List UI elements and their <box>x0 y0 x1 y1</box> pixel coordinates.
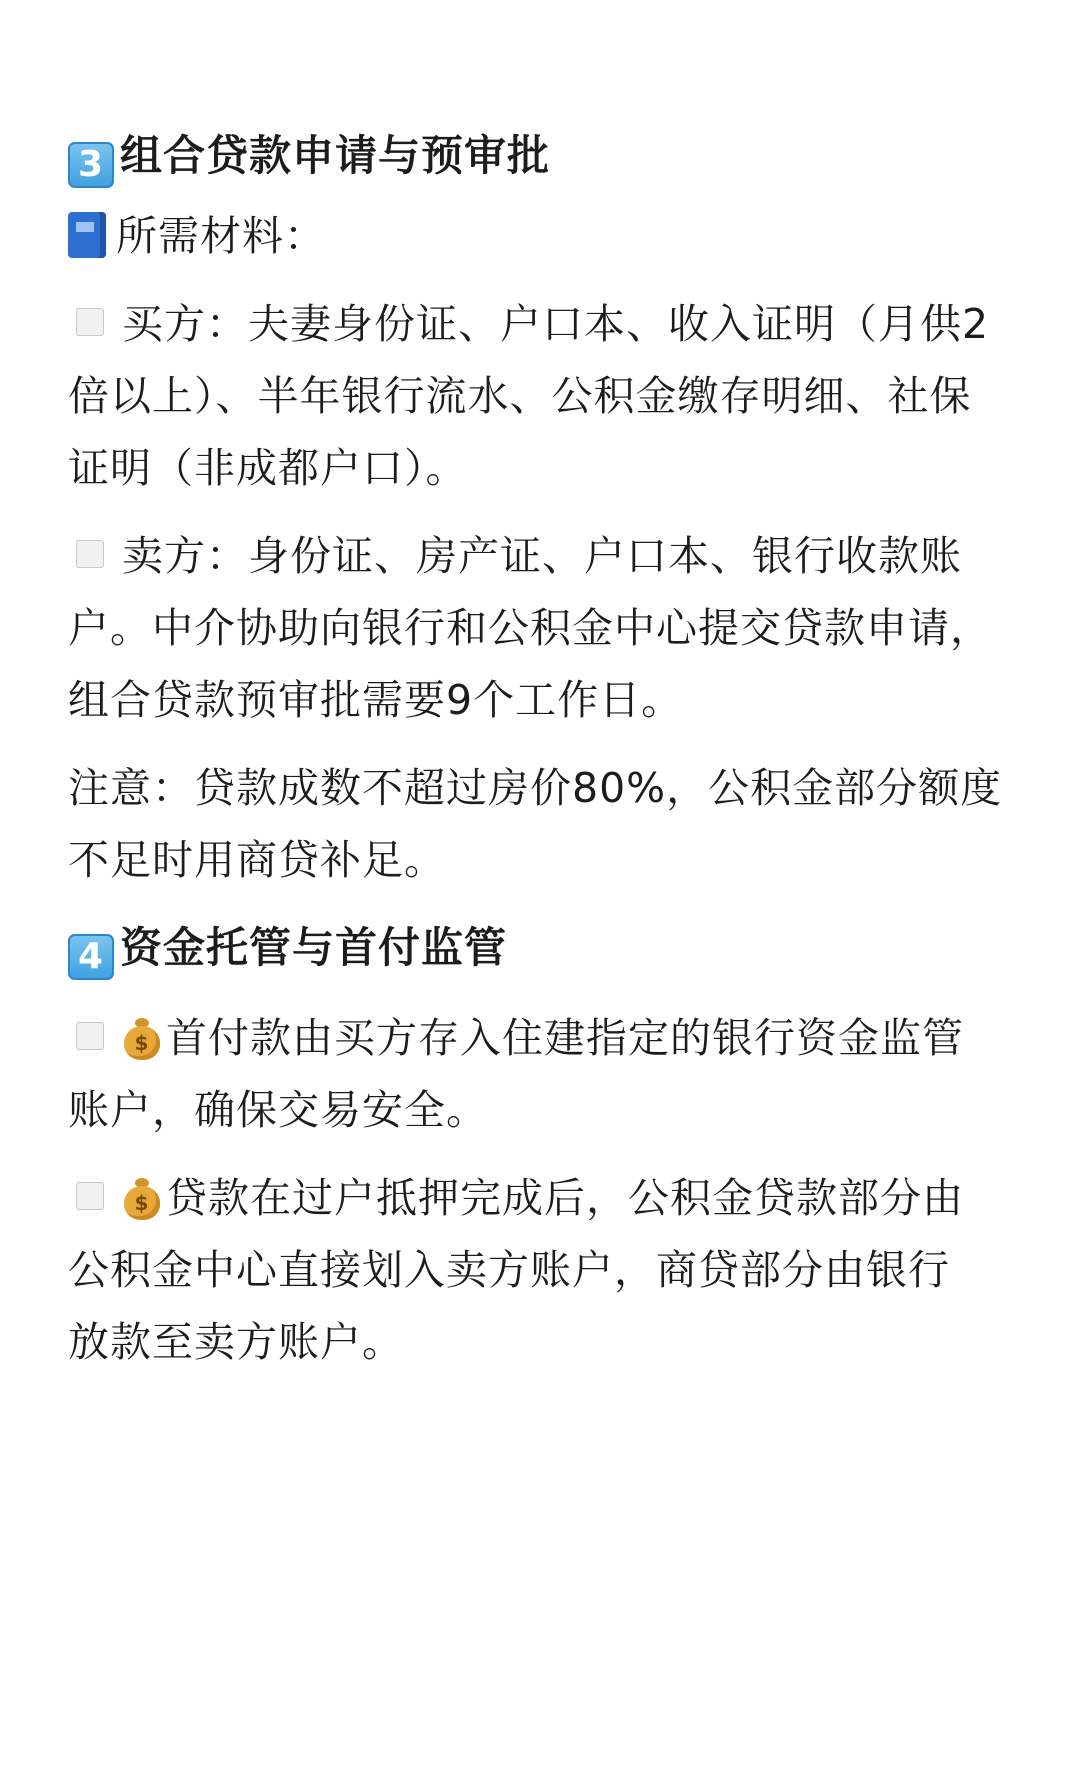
money-bag-icon: $ <box>122 1016 162 1060</box>
checkbox-icon <box>76 540 104 568</box>
loan-line-1 <box>68 1170 964 1226</box>
section-4-title: 资金托管与首付监管 <box>120 923 508 972</box>
loan-text-1: 贷款在过户抵押完成后，公积金贷款部分由 <box>166 1174 964 1222</box>
deposit-line-2: 账户，确保交易安全。 <box>68 1086 488 1134</box>
section-3-heading <box>68 128 550 188</box>
checkbox-icon <box>76 1022 104 1050</box>
buyer-line-1 <box>68 296 989 352</box>
seller-line-1 <box>68 528 962 584</box>
section-4-heading <box>68 920 507 980</box>
note-line-2: 不足时用商贷补足。 <box>68 836 446 884</box>
blue-book-icon <box>68 212 106 258</box>
checkbox-icon <box>76 1182 104 1210</box>
seller-text-1: 卖方：身份证、房产证、户口本、银行收款账 <box>122 532 962 580</box>
seller-line-2: 户。中介协助向银行和公积金中心提交贷款申请， <box>68 604 992 652</box>
keycap-4-icon: 4 <box>68 934 114 980</box>
buyer-line-3: 证明（非成都户口）。 <box>68 444 468 492</box>
materials-heading <box>68 208 326 264</box>
loan-line-3: 放款至卖方账户。 <box>68 1318 404 1366</box>
materials-label: 所需材料： <box>116 212 326 260</box>
checkbox-icon <box>76 308 104 336</box>
loan-line-2: 公积金中心直接划入卖方账户，商贷部分由银行 <box>68 1246 950 1294</box>
money-bag-icon: $ <box>122 1176 162 1220</box>
buyer-text-1: 买方：夫妻身份证、户口本、收入证明（月供2 <box>122 300 990 348</box>
seller-line-3: 组合贷款预审批需要9个工作日。 <box>68 676 684 724</box>
note-line-1: 注意：贷款成数不超过房价80%，公积金部分额度 <box>68 764 1003 812</box>
keycap-3-icon: 3 <box>68 142 114 188</box>
buyer-line-2: 倍以上）、半年银行流水、公积金缴存明细、社保 <box>68 372 972 420</box>
deposit-line-1 <box>68 1010 964 1066</box>
deposit-text-1: 首付款由买方存入住建指定的银行资金监管 <box>166 1014 964 1062</box>
section-3-title: 组合贷款申请与预审批 <box>120 131 551 180</box>
